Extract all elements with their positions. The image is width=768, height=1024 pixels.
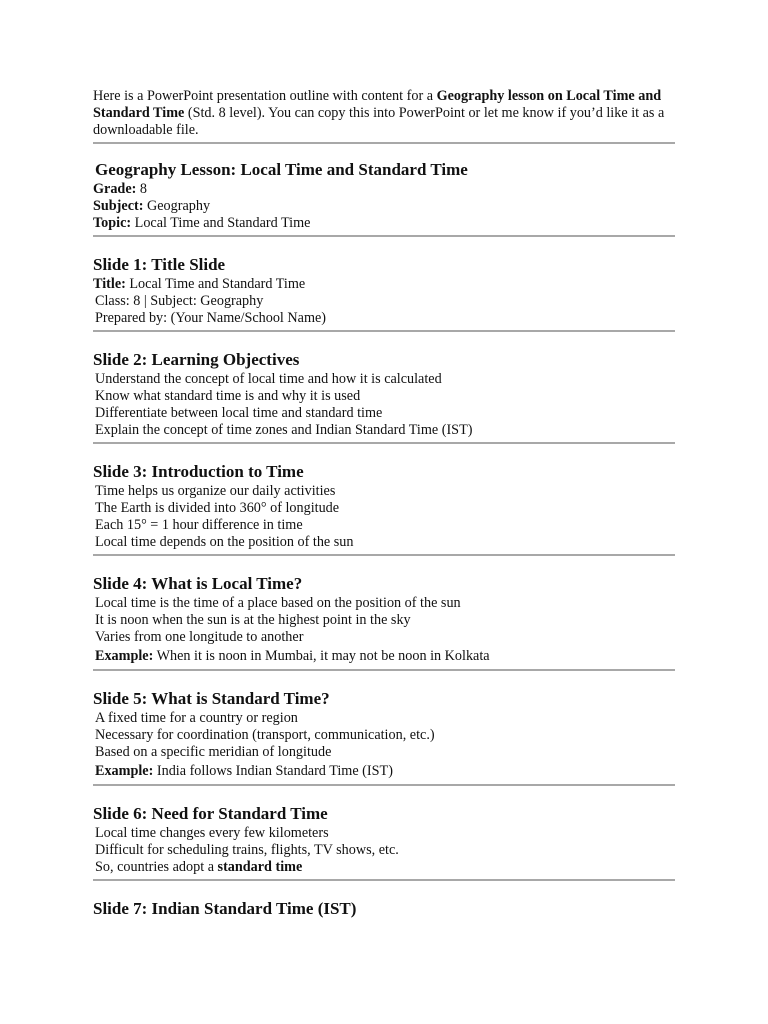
list-item: A fixed time for a country or region [95, 710, 298, 726]
divider [93, 669, 675, 671]
topic-line: Topic: Local Time and Standard Time [93, 215, 311, 231]
slide-4-section [93, 574, 675, 671]
divider [93, 442, 675, 444]
document-content [93, 88, 675, 920]
slide-heading: Slide 4: What is Local Time? [93, 574, 303, 593]
divider [93, 554, 675, 556]
intro-paragraph [93, 88, 675, 139]
list-item: Explain the concept of time zones and Indian Standard Time (IST) [95, 422, 473, 438]
list-item: Each 15° = 1 hour difference in time [95, 517, 303, 533]
slide-heading: Slide 2: Learning Objectives [93, 350, 300, 369]
intro-suffix: (Std. 8 level). You can copy this into PowerPoint or let me know if you’d like it as a downloadable file. [93, 105, 665, 138]
slide-2-section [93, 350, 675, 444]
list-item: Local time changes every few kilometers [95, 825, 329, 841]
example-line: Example: India follows Indian Standard Time (IST) [95, 763, 393, 779]
divider [93, 784, 675, 786]
list-item: Local time depends on the position of the sun [95, 534, 354, 550]
list-item: Differentiate between local time and standard time [95, 405, 383, 421]
list-item: It is noon when the sun is at the highest point in the sky [95, 612, 411, 628]
list-item: Time helps us organize our daily activities [95, 483, 336, 499]
subject-line: Subject: Geography [93, 198, 211, 214]
slide-heading: Slide 3: Introduction to Time [93, 462, 304, 481]
slide-3-section [93, 462, 675, 556]
example-line: Example: When it is noon in Mumbai, it may not be noon in Kolkata [95, 648, 490, 664]
list-item: Understand the concept of local time and how it is calculated [95, 371, 442, 387]
list-item: Difficult for scheduling trains, flights, TV shows, etc. [95, 842, 399, 858]
list-item: Prepared by: (Your Name/School Name) [95, 310, 327, 326]
slide-1-title-line: Title: Local Time and Standard Time [93, 276, 306, 292]
list-item: So, countries adopt a standard time [95, 859, 303, 875]
divider [93, 142, 675, 144]
slide-1-section [93, 255, 675, 332]
divider [93, 235, 675, 237]
slide-7-section [93, 899, 675, 918]
list-item: The Earth is divided into 360° of longitude [95, 500, 340, 516]
slide-heading: Slide 7: Indian Standard Time (IST) [93, 899, 357, 918]
slide-5-section [93, 689, 675, 786]
list-item: Varies from one longitude to another [95, 629, 304, 645]
slide-heading: Slide 5: What is Standard Time? [93, 689, 330, 708]
slide-heading: Slide 6: Need for Standard Time [93, 804, 328, 823]
grade-line: Grade: 8 [93, 181, 147, 197]
intro-bold: Geography lesson on Local Time and Standard Time [93, 88, 662, 121]
slide-6-section [93, 804, 675, 881]
list-item: Local time is the time of a place based on the position of the sun [95, 595, 461, 611]
intro-text: Here is a PowerPoint presentation outline with content for a [93, 88, 437, 104]
list-item: Based on a specific meridian of longitude [95, 744, 332, 760]
list-item: Necessary for coordination (transport, communication, etc.) [95, 727, 435, 743]
list-item: Class: 8 | Subject: Geography [95, 293, 264, 309]
divider [93, 879, 675, 881]
list-item: Know what standard time is and why it is used [95, 388, 361, 404]
slide-heading: Slide 1: Title Slide [93, 255, 226, 274]
lesson-title: Geography Lesson: Local Time and Standard Time [95, 160, 468, 179]
lesson-header [93, 160, 675, 237]
divider [93, 330, 675, 332]
